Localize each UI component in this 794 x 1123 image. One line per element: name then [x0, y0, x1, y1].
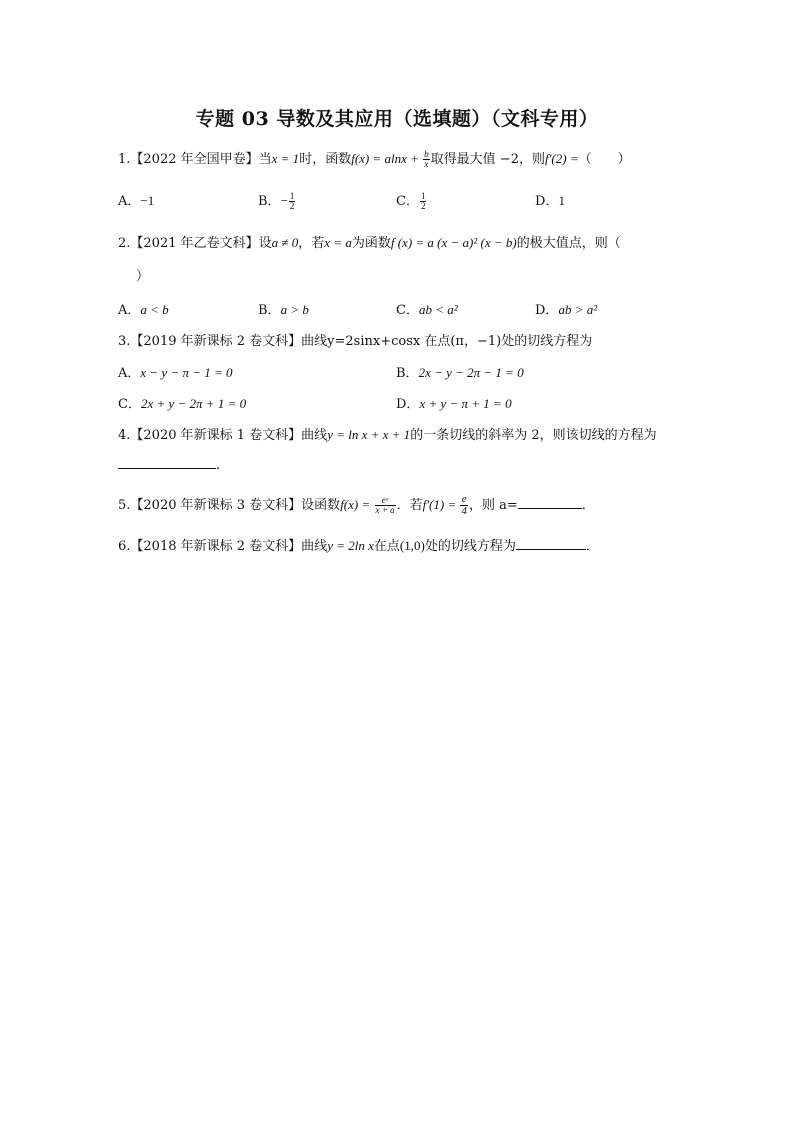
question-text: ，若 — [298, 236, 325, 251]
math-fraction: $\frac{e}{4}$ — [461, 493, 467, 517]
question-number: 1. — [118, 152, 131, 167]
question-text: 的一条切线的斜率为 2，则该切线的方程为 — [410, 428, 657, 443]
question-text: 在点 — [373, 539, 400, 554]
math-function: y = ln x + x + 1 — [327, 427, 411, 442]
math-function: f (x) = a (x − a)² (x − b) — [390, 235, 517, 250]
answer-blank[interactable] — [118, 456, 216, 469]
question-text: 曲线 — [301, 539, 328, 554]
question-text: 曲线y=2sinx+cosx 在点(π，−1)处的切线方程为 — [301, 334, 593, 349]
option-a: A．−1 — [118, 193, 155, 209]
question-text: ．若 — [396, 498, 423, 513]
math-condition: a ≠ 0 — [271, 235, 299, 250]
answer-blank[interactable] — [516, 537, 586, 550]
math-function: y = 2ln x — [327, 538, 374, 553]
question-source: 【2020 年新课标 1 卷文科】 — [130, 428, 302, 443]
question-text: 当 — [258, 152, 272, 167]
option-b: B．2x − y − 2π − 1 = 0 — [396, 365, 524, 381]
option-d: D．1 — [535, 193, 565, 209]
math-derivative: f′(2) = — [544, 151, 579, 166]
option-a: A．a < b — [118, 302, 169, 318]
question-text: 为函数 — [351, 236, 391, 251]
math-derivative: f′(1) = — [422, 497, 460, 512]
question-text: 处的切线方程为 — [424, 539, 516, 554]
page-title: 专题 03 导数及其应用（选填题）（文科专用） — [195, 108, 599, 130]
option-c: C．2x + y − 2π + 1 = 0 — [118, 396, 247, 412]
answer-blank[interactable] — [518, 496, 582, 509]
question-number: 3. — [118, 334, 131, 349]
question-text: 设 — [258, 236, 272, 251]
option-c: C．ab < a² — [396, 302, 458, 318]
math-condition: x = a — [324, 235, 352, 250]
question-2 — [118, 234, 621, 253]
option-c: C． $\frac{1}{2}$ — [396, 191, 426, 211]
option-b: B．− $\frac{1}{2}$ — [258, 191, 295, 211]
math-fraction: $\frac{\text{eˣ}}{x + a}$ — [375, 495, 395, 515]
question-2-continued: ） — [136, 269, 150, 284]
question-source: 【2019 年新课标 2 卷文科】 — [130, 334, 302, 349]
option-b: B．a > b — [258, 302, 309, 318]
question-6: 6.【2018 年新课标 2 卷文科】曲线y = 2ln x在点(1,0)处的切线方程为 ． — [118, 538, 599, 554]
question-3 — [118, 333, 592, 351]
question-text: 曲线 — [301, 428, 328, 443]
question-text: ，则 a= — [468, 498, 518, 513]
question-number: 2. — [118, 236, 131, 251]
question-number: 4. — [118, 428, 131, 443]
math-function: f(x) = alnx + — [351, 151, 423, 166]
math-point: (1,0) — [399, 538, 425, 553]
math-function: f(x) = — [340, 497, 374, 512]
question-source: 【2018 年新课标 2 卷文科】 — [130, 539, 302, 554]
question-source: 【2022 年全国甲卷】 — [130, 152, 259, 167]
math-fraction: $\frac{b}{x}$ — [424, 149, 429, 169]
question-4 — [118, 426, 657, 445]
answer-paren: （ ） — [578, 152, 631, 167]
question-text: 设函数 — [301, 498, 341, 513]
question-source: 【2021 年乙卷文科】 — [130, 236, 259, 251]
option-d: D．ab > a² — [535, 302, 598, 318]
question-number: 6. — [118, 539, 131, 554]
option-d: D．x + y − π + 1 = 0 — [396, 396, 512, 412]
question-source: 【2020 年新课标 3 卷文科】 — [130, 498, 302, 513]
question-text: 取得最大值 −2，则 — [430, 152, 545, 167]
math-condition: x = 1 — [271, 151, 300, 166]
option-a: A．x − y − π − 1 = 0 — [118, 365, 233, 381]
question-1 — [118, 150, 631, 169]
question-text: 时，函数 — [299, 152, 352, 167]
question-5: 5.【2020 年新课标 3 卷文科】设函数f(x) = $\frac{\text{eˣ}}{x + a}$ ．若f′(1) = $\frac{e}{4}$ ，则 a= ． — [118, 493, 595, 517]
question-text: 的极大值点，则（ — [516, 236, 621, 251]
answer-line: . — [118, 456, 220, 475]
question-number: 5. — [118, 498, 131, 513]
